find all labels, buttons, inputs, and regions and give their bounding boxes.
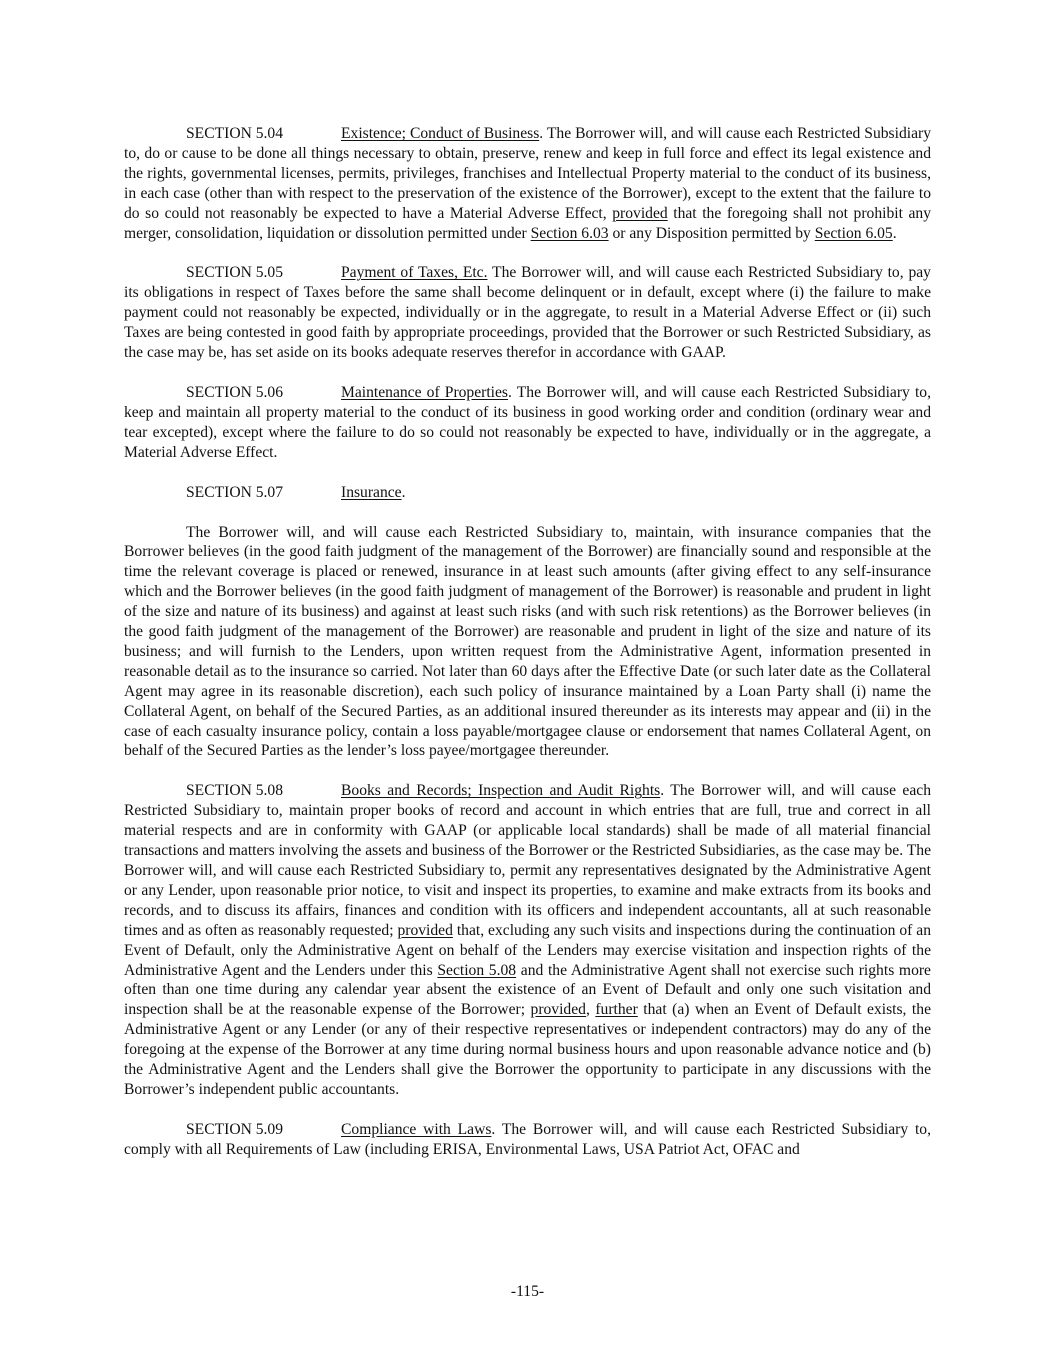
further-term: further xyxy=(595,1001,638,1019)
section-number: SECTION 5.06 xyxy=(186,383,284,401)
section-number: SECTION 5.04 xyxy=(186,125,284,142)
section-title: Books and Records; Inspection and Audit Rights xyxy=(341,782,661,800)
section-title: Payment of Taxes, Etc. xyxy=(341,264,488,282)
section-title: Insurance xyxy=(341,483,402,501)
document-page xyxy=(124,124,931,1180)
section-number: SECTION 5.09 xyxy=(186,1120,284,1138)
section-5-04-paragraph: SECTION 5.04 Existence; Conduct of Business. The Borrower will, and will cause each Restricted Subsidiary to, do or cause to be done all things necessary to obtain, preserve, renew and keep in full force and effect its legal existence and the rights, governmental licenses, permits, privileges, franchises and Intellectual Property material to the conduct of its business, in each case (other than with respect to the preservation of the existence of the Borrower), except to the extent that the failure to do so could not reasonably be expected to have a Material Adverse Effect, provided that the foregoing shall not prohibit any merger, consolidation, liquidation or dissolution permitted under Section 6.03 or any Disposition permitted by Section 6.05. xyxy=(124,125,931,242)
provided-term: provided xyxy=(397,921,453,939)
section-title: Maintenance of Properties xyxy=(341,383,509,401)
section-5-07-body: The Borrower will, and will cause each Restricted Subsidiary to, maintain, with insurance companies that the Borrower believes (in the good faith judgment of the management of the Borrower) are financially sound and responsible at the time the relevant coverage is placed or renewed, insurance in at least such amounts (after giving effect to any self-insurance which and the Borrower believes (in the good faith judgment of management of the Borrower) is reasonable and prudent in light of the size and nature of its business) and against at least such risks (and with such risk retentions) as the Borrower believes (in the good faith judgment of the management of the Borrower) are reasonable and prudent in light of the size and nature of its business; and will furnish to the Lenders, upon written request from the Administrative Agent, information presented in reasonable detail as to the insurance so carried. Not later than 60 days after the Effective Date (or such later date as the Collateral Agent may agree in its reasonable discretion), each such policy of insurance maintained by a Loan Party shall (i) name the Collateral Agent, on behalf of the Secured Parties, as an additional insured thereunder as its interests may appear and (ii) in the case of each casualty insurance policy, contain a loss payable/mortgagee clause or endorsement that names Collateral Agent, on behalf of the Secured Parties as the lender’s loss payee/mortgagee thereunder. xyxy=(124,523,931,760)
section-5-08-paragraph: SECTION 5.08 Books and Records; Inspection and Audit Rights. The Borrower will, and will cause each Restricted Subsidiary to, maintain proper books of record and account in which entries that are full, true and correct in all material respects and are in conformity with GAAP (or applicable local standards) shall be made of all material financial transactions and matters involving the assets and business of the Borrower or the Restricted Subsidiaries, as the case may be. The Borrower will, and will cause each Restricted Subsidiary to, permit any representatives designated by the Administrative Agent or any Lender, upon reasonable prior notice, to visit and inspect its properties, to examine and make extracts from its books and records, and to discuss its affairs, finances and condition with its officers and independent accountants, all at such reasonable times and as often as reasonably requested; provided that, excluding any such visits and inspections during the continuation of an Event of Default, only the Administrative Agent on behalf of the Lenders may exercise visitation and inspection rights of the Administrative Agent and the Lenders under this Section 5.08 and the Administrative Agent shall not exercise such rights more often than one time during any calendar year absent the existence of an Event of Default and only one such visitation and inspection shall be at the reasonable expense of the Borrower; provided, further that (a) when an Event of Default exists, the Administrative Agent or any Lender (or any of their respective representatives or independent contractors) may do any of the foregoing at the expense of the Borrower at any time during normal business hours and upon reasonable advance notice and (b) the Administrative Agent and the Lenders shall give the Borrower the opportunity to participate in any discussions with the Borrower’s independent public accountants. xyxy=(124,782,931,1098)
section-title: Compliance with Laws xyxy=(341,1120,492,1138)
section-number: SECTION 5.08 xyxy=(186,782,284,800)
section-reference: Section 5.08 xyxy=(437,961,517,979)
section-5-06-paragraph: SECTION 5.06 Maintenance of Properties. The Borrower will, and will cause each Restricted Subsidiary to, keep and maintain all property material to the conduct of its business in good working order and condition (ordinary wear and tear excepted), except where the failure to do so could not reasonably be expected to have, individually or in the aggregate, a Material Adverse Effect. xyxy=(124,383,931,461)
section-title: Existence; Conduct of Business xyxy=(341,125,540,142)
section-reference: Section 6.03 xyxy=(530,224,609,242)
provided-term: provided xyxy=(612,204,668,222)
section-5-07-heading: SECTION 5.07 Insurance. xyxy=(186,483,406,501)
section-5-09-paragraph: SECTION 5.09 Compliance with Laws. The Borrower will, and will cause each Restricted Subsidiary to, comply with all Requirements of Law (including ERISA, Environmental Laws, USA Patriot Act, OFAC and xyxy=(124,1120,931,1158)
provided-term: provided xyxy=(530,1001,586,1019)
section-reference: Section 6.05 xyxy=(814,224,893,242)
section-number: SECTION 5.05 xyxy=(186,264,284,282)
page-number: -115- xyxy=(510,1283,545,1300)
section-5-05-paragraph: SECTION 5.05 Payment of Taxes, Etc. The Borrower will, and will cause each Restricted Subsidiary to, pay its obligations in respect of Taxes before the same shall become delinquent or in default, except where (i) the failure to make payment could not reasonably be expected, individually or in the aggregate, to result in a Material Adverse Effect or (ii) such Taxes are being contested in good faith by appropriate proceedings, provided that the Borrower or such Restricted Subsidiary, as the case may be, has set aside on its books adequate reserves therefor in accordance with GAAP. xyxy=(124,264,931,362)
section-number: SECTION 5.07 xyxy=(186,483,284,501)
